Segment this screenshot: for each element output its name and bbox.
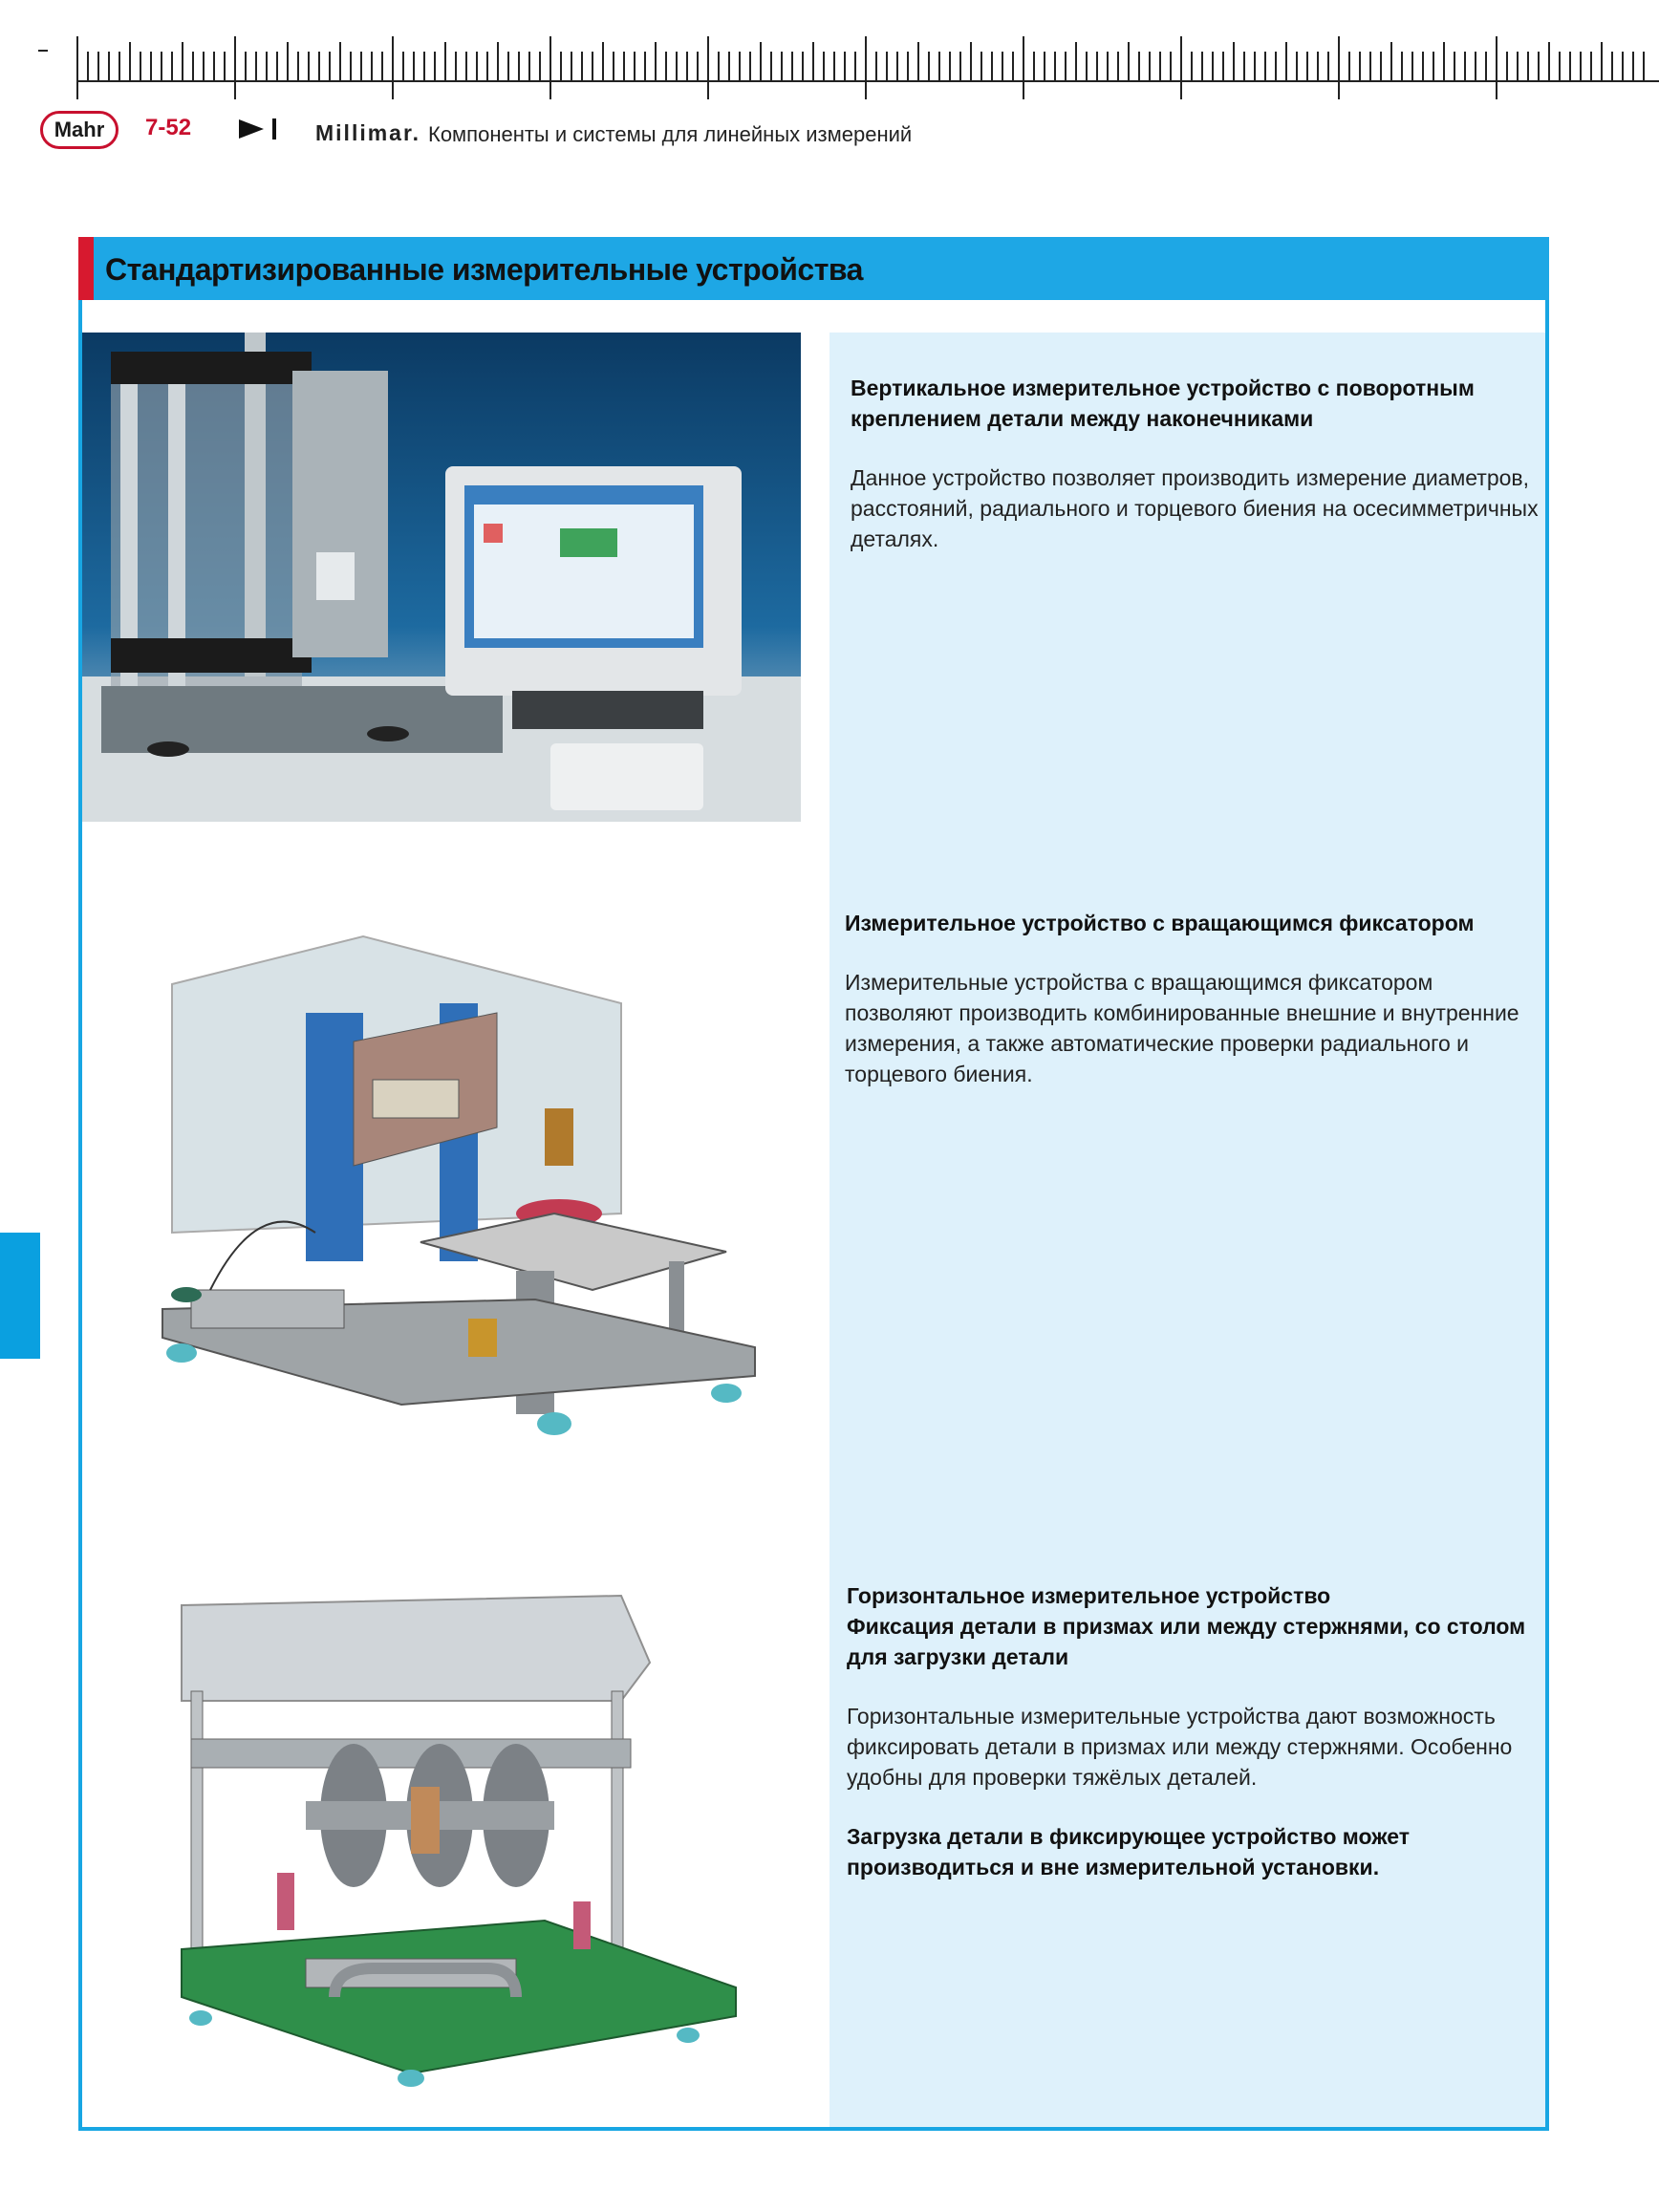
ruler-tick [697, 52, 699, 80]
ruler-tick [949, 52, 951, 80]
rotating-fixture-drawing [153, 927, 765, 1471]
ruler-tick [907, 52, 909, 80]
ruler-tick [1254, 52, 1256, 80]
ruler-tick [1548, 42, 1550, 80]
ruler-tick [1590, 52, 1592, 80]
ruler-tick [739, 52, 741, 80]
ruler-tick [980, 52, 982, 80]
device-2-title: Измерительное устройство с вращающимся фиксатором [845, 911, 1475, 935]
section-title: Стандартизированные измерительные устройства [105, 252, 863, 287]
ruler-tick [1149, 52, 1151, 80]
ruler-baseline [76, 80, 1659, 82]
ruler-tick [1517, 52, 1519, 80]
device-2-text [845, 908, 1533, 1089]
ruler-tick [1012, 52, 1014, 80]
device-3-title-line1: Горизонтальное измерительное устройство [847, 1583, 1331, 1608]
ruler-tick [602, 42, 604, 80]
ruler-tick [192, 52, 194, 80]
ruler-tick [1243, 52, 1245, 80]
ruler-tick [1138, 52, 1140, 80]
ruler-tick [1201, 52, 1203, 80]
device-2-body: Измерительные устройства с вращающимся фиксатором позволяют производить комбинированные внешние и внутренние измерения, а также автоматические проверки радиального и торцевого биения. [845, 970, 1519, 1086]
ruler-tick [676, 52, 678, 80]
ruler-tick [287, 42, 289, 80]
ruler-tick [1044, 52, 1045, 80]
ruler-tick [444, 42, 446, 80]
ruler-tick [1159, 52, 1161, 80]
ruler-tick [844, 52, 846, 80]
ruler-tick [1348, 52, 1350, 80]
ruler-tick [549, 36, 551, 99]
ruler-tick [781, 52, 783, 80]
ruler-tick [392, 36, 394, 99]
page-ruler [76, 36, 1659, 107]
ruler-tick [1065, 52, 1066, 80]
ruler-tick [749, 52, 751, 80]
ruler-tick [140, 52, 141, 80]
description-panel [830, 333, 1545, 2127]
ruler-tick [928, 52, 930, 80]
ruler-tick [1264, 52, 1266, 80]
ruler-tick [1454, 52, 1455, 80]
ruler-tick [991, 52, 993, 80]
ruler-tick [360, 52, 362, 80]
ruler-tick [802, 52, 804, 80]
ruler-tick [1632, 52, 1634, 80]
ruler-tick [486, 52, 488, 80]
ruler-tick [507, 52, 509, 80]
ruler-tick [465, 52, 467, 80]
ruler-tick [182, 42, 183, 80]
bar-icon [272, 118, 276, 140]
ruler-tick [1643, 52, 1645, 80]
ruler-tick [1285, 42, 1287, 80]
ruler-tick [1569, 52, 1571, 80]
ruler-tick [1075, 42, 1077, 80]
play-icon [239, 119, 264, 139]
ruler-tick [1107, 52, 1109, 80]
device-3-body: Горизонтальные измерительные устройства дают возможность фиксировать детали в призмах или между стержнями. Особенно удобны для проверки тяжёлых деталей. [847, 1704, 1513, 1790]
ruler-tick [728, 52, 730, 80]
ruler-tick [108, 52, 110, 80]
ruler-tick [1443, 42, 1445, 80]
ruler-tick [1390, 42, 1392, 80]
ruler-tick [97, 52, 99, 80]
ruler-tick [1506, 52, 1508, 80]
ruler-tick [528, 52, 530, 80]
ruler-tick [1002, 52, 1003, 80]
ruler-tick [1222, 52, 1224, 80]
ruler-tick [644, 52, 646, 80]
ruler-tick [833, 52, 835, 80]
side-tab-marker [0, 1233, 40, 1359]
ruler-tick [592, 52, 593, 80]
ruler-tick [917, 42, 919, 80]
device-3-title-line2: Фиксация детали в призмах или между стержнями, со столом для загрузки детали [847, 1614, 1526, 1669]
ruler-tick [760, 42, 762, 80]
ruler-tick [707, 36, 709, 99]
ruler-tick [423, 52, 425, 80]
ruler-tick [308, 52, 310, 80]
ruler-tick [854, 52, 856, 80]
ruler-tick [1054, 52, 1056, 80]
ruler-tick [1411, 52, 1413, 80]
device-1-title: Вертикальное измерительное устройство с поворотным креплением детали между наконечниками [851, 376, 1475, 431]
ruler-tick [1527, 52, 1529, 80]
ruler-tick [276, 52, 278, 80]
ruler-tick [1180, 36, 1182, 99]
ruler-tick [318, 52, 320, 80]
ruler-tick [402, 52, 404, 80]
ruler-tick [1306, 52, 1308, 80]
ruler-tick [350, 52, 352, 80]
section-title-accent [78, 237, 94, 300]
ruler-tick [655, 42, 657, 80]
ruler-tick [571, 52, 572, 80]
ruler-tick [497, 42, 499, 80]
ruler-tick [413, 52, 415, 80]
ruler-tick [161, 52, 162, 80]
ruler-tick [1096, 52, 1098, 80]
ruler-tick [150, 52, 152, 80]
ruler-tick [1601, 42, 1603, 80]
ruler-tick [718, 52, 720, 80]
ruler-tick [381, 52, 383, 80]
ruler-tick [686, 52, 688, 80]
ruler-tick [1622, 52, 1624, 80]
ruler-tick [224, 52, 226, 80]
ruler-tick [1327, 52, 1329, 80]
ruler-tick [245, 52, 247, 80]
ruler-tick [1023, 36, 1024, 99]
ruler-tick [213, 52, 215, 80]
brand-name: Millimar. [315, 120, 421, 145]
ruler-tick [1380, 52, 1382, 80]
ruler-tick [434, 52, 436, 80]
ruler-tick [665, 52, 667, 80]
ruler-tick [1033, 52, 1035, 80]
horizontal-device-drawing [172, 1586, 745, 2093]
ruler-tick [476, 52, 478, 80]
ruler-tick [129, 42, 131, 80]
ruler-tick [118, 52, 120, 80]
ruler-tick [1191, 52, 1193, 80]
ruler-tick [171, 52, 173, 80]
ruler-tick [1338, 36, 1340, 99]
ruler-tick [1401, 52, 1403, 80]
ruler-tick [339, 42, 341, 80]
ruler-dash [38, 50, 48, 52]
ruler-tick [371, 52, 373, 80]
ruler-tick [1359, 52, 1361, 80]
ruler-tick [1538, 52, 1540, 80]
ruler-tick [297, 52, 299, 80]
ruler-tick [1170, 52, 1172, 80]
ruler-tick [455, 52, 457, 80]
ruler-tick [255, 52, 257, 80]
ruler-tick [613, 52, 614, 80]
ruler-tick [812, 42, 814, 80]
ruler-tick [560, 52, 562, 80]
ruler-tick [791, 52, 793, 80]
ruler-tick [1296, 52, 1298, 80]
ruler-tick [1117, 52, 1119, 80]
ruler-tick [1422, 52, 1424, 80]
ruler-tick [1496, 36, 1497, 99]
ruler-tick [1559, 52, 1561, 80]
ruler-tick [823, 52, 825, 80]
vertical-device-photo [82, 333, 801, 822]
ruler-tick [1475, 52, 1476, 80]
ruler-tick [1464, 52, 1466, 80]
ruler-tick [959, 52, 961, 80]
ruler-tick [1086, 52, 1088, 80]
device-1-text [851, 373, 1539, 554]
ruler-tick [770, 52, 772, 80]
ruler-tick [234, 36, 236, 99]
mahr-logo: Mahr [40, 111, 118, 149]
ruler-tick [76, 36, 78, 99]
header-subtitle: Компоненты и системы для линейных измерений [428, 122, 913, 146]
ruler-tick [1317, 52, 1319, 80]
page-number: 7-52 [145, 115, 192, 140]
ruler-tick [970, 42, 972, 80]
ruler-tick [623, 52, 625, 80]
ruler-tick [886, 52, 888, 80]
ruler-tick [518, 52, 520, 80]
ruler-tick [1212, 52, 1214, 80]
ruler-tick [1580, 52, 1582, 80]
device-3-note: Загрузка детали в фиксирующее устройство может производиться и вне измерительной установки. [847, 1824, 1410, 1879]
ruler-tick [634, 52, 636, 80]
ruler-tick [581, 52, 583, 80]
ruler-tick [938, 52, 940, 80]
ruler-tick [875, 52, 877, 80]
ruler-tick [1485, 52, 1487, 80]
ruler-tick [329, 52, 331, 80]
ruler-tick [1275, 52, 1277, 80]
ruler-tick [1611, 52, 1613, 80]
ruler-tick [1369, 52, 1371, 80]
ruler-tick [203, 52, 205, 80]
ruler-tick [266, 52, 268, 80]
device-3-text [847, 1580, 1535, 1882]
ruler-tick [865, 36, 867, 99]
ruler-tick [1128, 42, 1130, 80]
ruler-tick [87, 52, 89, 80]
device-1-body: Данное устройство позволяет производить измерение диаметров, расстояний, радиального и торцевого биения на осесимметричных деталях. [851, 465, 1539, 551]
ruler-tick [896, 52, 898, 80]
ruler-tick [539, 52, 541, 80]
ruler-tick [1233, 42, 1235, 80]
ruler-tick [1433, 52, 1434, 80]
